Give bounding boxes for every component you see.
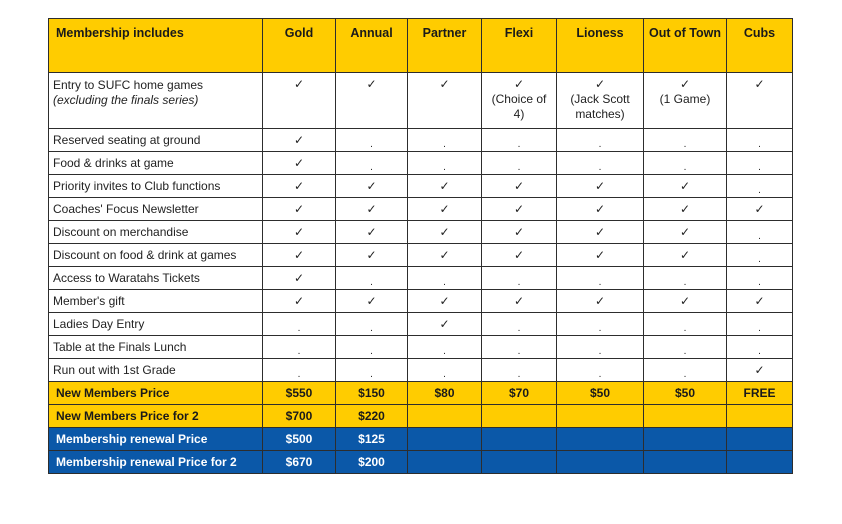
cell-flexi — [482, 359, 557, 382]
cell-note: (Jack Scott matches) — [570, 92, 630, 121]
dot-mark: . — [370, 162, 373, 173]
feature-label: Coaches' Focus Newsletter — [49, 198, 263, 221]
cell-cubs — [727, 221, 793, 244]
new-member-price-row — [49, 405, 793, 428]
check-icon: ✓ — [754, 77, 765, 91]
check-icon: ✓ — [293, 77, 305, 91]
table-row — [49, 198, 793, 221]
dot-mark: . — [370, 346, 373, 357]
cell-annual — [336, 198, 408, 221]
dot-mark: . — [517, 323, 521, 334]
dot-mark: . — [758, 231, 761, 242]
dot-mark: . — [443, 162, 446, 173]
table-row — [49, 175, 793, 198]
check-icon: ✓ — [293, 179, 305, 193]
dot-mark: . — [297, 323, 301, 334]
cell-cubs — [727, 359, 793, 382]
feature-label: Priority invites to Club functions — [49, 175, 263, 198]
cell-annual — [336, 129, 408, 152]
dot-mark: . — [517, 346, 521, 357]
dot-mark: . — [683, 162, 687, 173]
cell-gold — [263, 152, 336, 175]
check-icon: ✓ — [513, 294, 525, 308]
table-row — [49, 336, 793, 359]
table-row — [49, 73, 793, 129]
check-icon: ✓ — [754, 294, 765, 308]
cell-partner — [408, 73, 482, 129]
check-icon: ✓ — [293, 248, 305, 262]
cell-gold — [263, 221, 336, 244]
dot-mark: . — [758, 323, 761, 334]
dot-mark: . — [443, 277, 446, 288]
check-icon: ✓ — [439, 248, 450, 262]
dot-mark: . — [370, 139, 373, 150]
check-icon: ✓ — [293, 156, 305, 170]
cell-partner — [408, 290, 482, 313]
cell-cubs — [727, 336, 793, 359]
price-gold: $550 — [263, 382, 336, 405]
feature-label: Discount on food & drink at games — [49, 244, 263, 267]
check-icon: ✓ — [513, 225, 525, 239]
table-row — [49, 221, 793, 244]
cell-annual — [336, 290, 408, 313]
cell-cubs — [727, 73, 793, 129]
cell-out-of-town — [644, 73, 727, 129]
dot-mark: . — [297, 346, 301, 357]
price-label: New Members Price — [49, 382, 263, 405]
check-icon: ✓ — [366, 179, 377, 193]
feature-label: Table at the Finals Lunch — [49, 336, 263, 359]
feature-label: Entry to SUFC home games — [53, 78, 204, 92]
dot-mark: . — [598, 162, 602, 173]
cell-partner — [408, 267, 482, 290]
price-gold: $500 — [263, 428, 336, 451]
check-icon: ✓ — [679, 225, 691, 239]
check-icon: ✓ — [366, 77, 377, 91]
cell-annual — [336, 221, 408, 244]
dot-mark: . — [598, 277, 602, 288]
cell-flexi — [482, 244, 557, 267]
cell-flexi — [482, 129, 557, 152]
check-icon: ✓ — [293, 202, 305, 216]
price-annual: $150 — [336, 382, 408, 405]
cell-lioness — [557, 198, 644, 221]
dot-mark: . — [758, 162, 761, 173]
cell-lioness — [557, 290, 644, 313]
table-row — [49, 290, 793, 313]
check-icon: ✓ — [439, 77, 450, 91]
cell-annual — [336, 313, 408, 336]
check-icon: ✓ — [679, 77, 691, 91]
dot-mark: . — [443, 369, 446, 380]
price-cubs — [727, 428, 793, 451]
table-row — [49, 244, 793, 267]
dot-mark: . — [598, 369, 602, 380]
dot-mark: . — [598, 139, 602, 150]
dot-mark: . — [443, 139, 446, 150]
cell-out-of-town — [644, 221, 727, 244]
dot-mark: . — [517, 277, 521, 288]
check-icon: ✓ — [293, 294, 305, 308]
table-row — [49, 129, 793, 152]
cell-cubs — [727, 244, 793, 267]
cell-annual — [336, 336, 408, 359]
dot-mark: . — [370, 323, 373, 334]
cell-partner — [408, 336, 482, 359]
cell-flexi — [482, 221, 557, 244]
cell-out-of-town — [644, 313, 727, 336]
price-flexi — [482, 428, 557, 451]
check-icon: ✓ — [366, 225, 377, 239]
check-icon: ✓ — [439, 179, 450, 193]
cell-flexi — [482, 198, 557, 221]
cell-gold — [263, 175, 336, 198]
table-row — [49, 152, 793, 175]
cell-flexi — [482, 175, 557, 198]
price-lioness — [557, 428, 644, 451]
cell-annual — [336, 359, 408, 382]
dot-mark: . — [598, 346, 602, 357]
price-cubs: FREE — [727, 382, 793, 405]
cell-lioness — [557, 267, 644, 290]
price-cubs — [727, 405, 793, 428]
cell-lioness — [557, 175, 644, 198]
check-icon: ✓ — [293, 133, 305, 147]
cell-lioness — [557, 313, 644, 336]
feature-label: Access to Waratahs Tickets — [49, 267, 263, 290]
dot-mark: . — [758, 139, 761, 150]
cell-out-of-town — [644, 267, 727, 290]
feature-sublabel: (excluding the finals series) — [53, 93, 199, 107]
price-gold: $670 — [263, 451, 336, 474]
cell-flexi — [482, 73, 557, 129]
check-icon: ✓ — [293, 225, 305, 239]
check-icon: ✓ — [513, 248, 525, 262]
cell-gold — [263, 313, 336, 336]
price-out-of-town — [644, 451, 727, 474]
price-out-of-town: $50 — [644, 382, 727, 405]
price-lioness: $50 — [557, 382, 644, 405]
dot-mark: . — [683, 369, 687, 380]
cell-partner — [408, 313, 482, 336]
price-lioness — [557, 405, 644, 428]
table-row — [49, 313, 793, 336]
cell-gold — [263, 290, 336, 313]
price-gold: $700 — [263, 405, 336, 428]
cell-lioness — [557, 359, 644, 382]
cell-annual — [336, 244, 408, 267]
cell-note: (Choice of 4) — [491, 92, 547, 121]
price-label: New Members Price for 2 — [49, 405, 263, 428]
cell-lioness — [557, 244, 644, 267]
dot-mark: . — [683, 277, 687, 288]
cell-out-of-town — [644, 198, 727, 221]
price-annual: $200 — [336, 451, 408, 474]
price-cubs — [727, 451, 793, 474]
check-icon: ✓ — [513, 77, 525, 91]
cell-cubs — [727, 175, 793, 198]
check-icon: ✓ — [594, 294, 606, 308]
check-icon: ✓ — [513, 202, 525, 216]
cell-partner — [408, 244, 482, 267]
cell-partner — [408, 359, 482, 382]
cell-cubs — [727, 290, 793, 313]
new-member-price-row — [49, 382, 793, 405]
dot-mark: . — [683, 346, 687, 357]
price-flexi — [482, 405, 557, 428]
cell-partner — [408, 198, 482, 221]
col-header-membership-includes: Membership includes — [49, 19, 263, 73]
dot-mark: . — [517, 369, 521, 380]
price-out-of-town — [644, 405, 727, 428]
col-header-gold: Gold — [263, 19, 336, 73]
dot-mark: . — [758, 346, 761, 357]
check-icon: ✓ — [679, 202, 691, 216]
cell-gold — [263, 359, 336, 382]
col-header-annual: Annual — [336, 19, 408, 73]
cell-annual — [336, 175, 408, 198]
cell-out-of-town — [644, 129, 727, 152]
check-icon: ✓ — [679, 294, 691, 308]
cell-gold — [263, 244, 336, 267]
price-annual: $125 — [336, 428, 408, 451]
dot-mark: . — [370, 277, 373, 288]
cell-cubs — [727, 129, 793, 152]
dot-mark: . — [517, 162, 521, 173]
cell-out-of-town — [644, 290, 727, 313]
price-partner — [408, 405, 482, 428]
renewal-price-row — [49, 428, 793, 451]
cell-out-of-town — [644, 359, 727, 382]
dot-mark: . — [683, 139, 687, 150]
feature-cell — [49, 73, 263, 129]
cell-partner — [408, 152, 482, 175]
cell-gold — [263, 198, 336, 221]
check-icon: ✓ — [594, 179, 606, 193]
cell-lioness — [557, 73, 644, 129]
cell-flexi — [482, 267, 557, 290]
price-partner — [408, 428, 482, 451]
cell-annual — [336, 152, 408, 175]
cell-cubs — [727, 267, 793, 290]
cell-partner — [408, 129, 482, 152]
check-icon: ✓ — [439, 294, 450, 308]
feature-label: Ladies Day Entry — [49, 313, 263, 336]
dot-mark: . — [598, 323, 602, 334]
cell-lioness — [557, 221, 644, 244]
cell-flexi — [482, 313, 557, 336]
price-out-of-town — [644, 428, 727, 451]
cell-gold — [263, 129, 336, 152]
cell-gold — [263, 267, 336, 290]
membership-table — [48, 18, 793, 474]
feature-label: Run out with 1st Grade — [49, 359, 263, 382]
check-icon: ✓ — [366, 294, 377, 308]
cell-lioness — [557, 129, 644, 152]
col-header-out-of-town: Out of Town — [644, 19, 727, 73]
cell-lioness — [557, 336, 644, 359]
dot-mark: . — [758, 254, 761, 265]
col-header-flexi: Flexi — [482, 19, 557, 73]
check-icon: ✓ — [366, 202, 377, 216]
check-icon: ✓ — [594, 225, 606, 239]
cell-out-of-town — [644, 152, 727, 175]
check-icon: ✓ — [754, 202, 765, 216]
cell-out-of-town — [644, 175, 727, 198]
dot-mark: . — [758, 277, 761, 288]
check-icon: ✓ — [439, 317, 450, 331]
check-icon: ✓ — [754, 363, 765, 377]
price-partner: $80 — [408, 382, 482, 405]
cell-cubs — [727, 313, 793, 336]
dot-mark: . — [297, 369, 301, 380]
cell-cubs — [727, 152, 793, 175]
check-icon: ✓ — [366, 248, 377, 262]
cell-partner — [408, 221, 482, 244]
price-partner — [408, 451, 482, 474]
cell-flexi — [482, 290, 557, 313]
price-annual: $220 — [336, 405, 408, 428]
check-icon: ✓ — [439, 225, 450, 239]
price-flexi — [482, 451, 557, 474]
table-row — [49, 267, 793, 290]
cell-partner — [408, 175, 482, 198]
dot-mark: . — [683, 323, 687, 334]
dot-mark: . — [370, 369, 373, 380]
table-row — [49, 359, 793, 382]
price-flexi: $70 — [482, 382, 557, 405]
cell-gold — [263, 73, 336, 129]
cell-gold — [263, 336, 336, 359]
cell-annual — [336, 267, 408, 290]
cell-out-of-town — [644, 244, 727, 267]
col-header-partner: Partner — [408, 19, 482, 73]
feature-label: Discount on merchandise — [49, 221, 263, 244]
dot-mark: . — [443, 346, 446, 357]
price-label: Membership renewal Price — [49, 428, 263, 451]
check-icon: ✓ — [679, 179, 691, 193]
check-icon: ✓ — [513, 179, 525, 193]
check-icon: ✓ — [293, 271, 305, 285]
renewal-price-row — [49, 451, 793, 474]
check-icon: ✓ — [594, 202, 606, 216]
feature-label: Member's gift — [49, 290, 263, 313]
price-lioness — [557, 451, 644, 474]
cell-lioness — [557, 152, 644, 175]
cell-annual — [336, 73, 408, 129]
cell-note: (1 Game) — [659, 92, 711, 106]
col-header-lioness: Lioness — [557, 19, 644, 73]
header-row — [49, 19, 793, 73]
cell-out-of-town — [644, 336, 727, 359]
cell-cubs — [727, 198, 793, 221]
check-icon: ✓ — [594, 248, 606, 262]
dot-mark: . — [758, 185, 761, 196]
dot-mark: . — [517, 139, 521, 150]
col-header-cubs: Cubs — [727, 19, 793, 73]
cell-flexi — [482, 336, 557, 359]
price-label: Membership renewal Price for 2 — [49, 451, 263, 474]
feature-label: Food & drinks at game — [49, 152, 263, 175]
check-icon: ✓ — [439, 202, 450, 216]
check-icon: ✓ — [594, 77, 606, 91]
cell-flexi — [482, 152, 557, 175]
check-icon: ✓ — [679, 248, 691, 262]
feature-label: Reserved seating at ground — [49, 129, 263, 152]
